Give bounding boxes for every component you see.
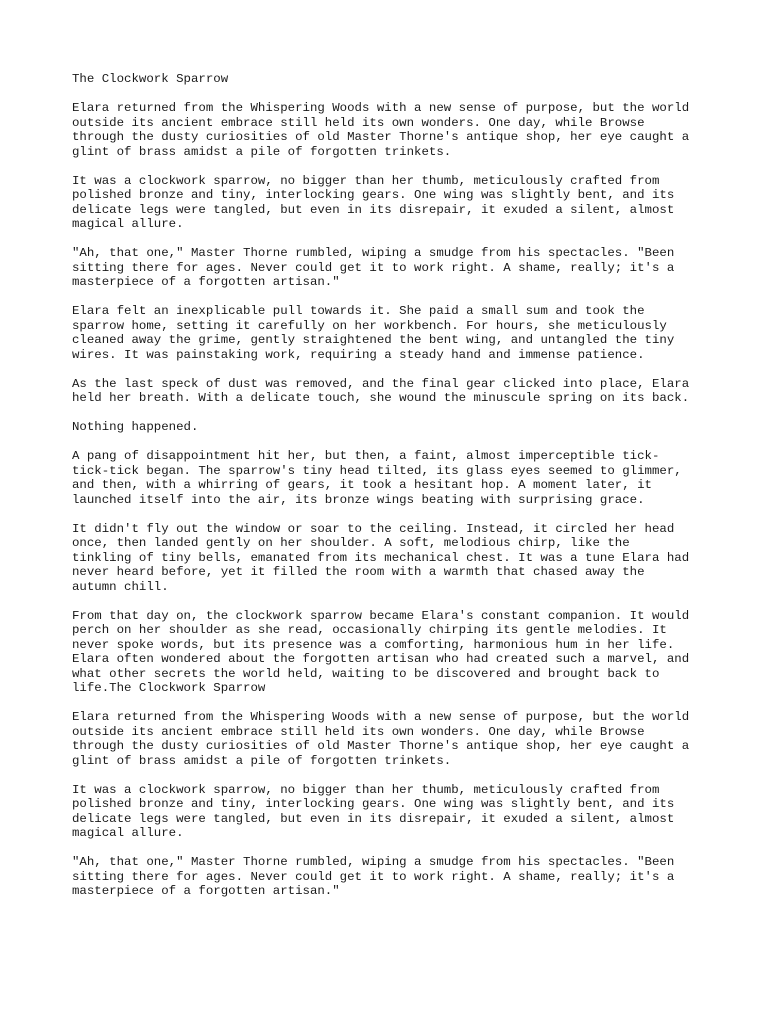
paragraph: From that day on, the clockwork sparrow became Elara's constant companion. It would perch on her shoulder as she read, occasionally chirping its gentle melodies. It never spoke words, but its presence was a comforting, harmonious hum in her life. Elara often wondered about the forgotten artisan who had created such a marvel, and what other secrets the world held, waiting to be discovered and brought back to life.The Clockwork Sparrow: [72, 608, 690, 695]
paragraph: Elara returned from the Whispering Woods with a new sense of purpose, but the world outside its ancient embrace still held its own wonders. One day, while Browse through the dusty curiosities of old Master Thorne's antique shop, her eye caught a glint of brass amidst a pile of forgotten trinkets.: [72, 710, 690, 768]
paragraph: It was a clockwork sparrow, no bigger than her thumb, meticulously crafted from polished bronze and tiny, interlocking gears. One wing was slightly bent, and its delicate legs were tangled, but even in its disrepair, it exuded a silent, almost magical allure.: [72, 173, 675, 231]
paragraph: As the last speck of dust was removed, and the final gear clicked into place, Elara held her breath. With a delicate touch, she wound the minuscule spring on its back.: [72, 376, 690, 405]
paragraph: A pang of disappointment hit her, but then, a faint, almost imperceptible tick- tick-tick began. The sparrow's tiny head tilted, its glass eyes seemed to glimmer, and then, with a whirring of gears, it took a hesitant hop. A moment later, it launched itself into the air, its bronze wings beating with surprising grace.: [72, 449, 682, 507]
paragraph: Elara felt an inexplicable pull towards it. She paid a small sum and took the sparrow home, setting it carefully on her workbench. For hours, she meticulously cleaned away the grime, gently straightened the bent wing, and untangled the tiny wires. It was painstaking work, requiring a steady hand and immense patience.: [72, 304, 675, 362]
paragraph: Elara returned from the Whispering Woods with a new sense of purpose, but the world outside its ancient embrace still held its own wonders. One day, while Browse through the dusty curiosities of old Master Thorne's antique shop, her eye caught a glint of brass amidst a pile of forgotten trinkets.: [72, 101, 690, 159]
paragraph: Nothing happened.: [72, 420, 199, 434]
paragraph: "Ah, that one," Master Thorne rumbled, wiping a smudge from his spectacles. "Been sitting there for ages. Never could get it to work right. A shame, really; it's a masterpiece of a forgotten artisan.": [72, 246, 675, 289]
document-page: [72, 72, 702, 913]
paragraph: "Ah, that one," Master Thorne rumbled, wiping a smudge from his spectacles. "Been sitting there for ages. Never could get it to work right. A shame, really; it's a masterpiece of a forgotten artisan.": [72, 855, 675, 898]
paragraph: It was a clockwork sparrow, no bigger than her thumb, meticulously crafted from polished bronze and tiny, interlocking gears. One wing was slightly bent, and its delicate legs were tangled, but even in its disrepair, it exuded a silent, almost magical allure.: [72, 782, 675, 840]
paragraph: It didn't fly out the window or soar to the ceiling. Instead, it circled her head once, then landed gently on her shoulder. A soft, melodious chirp, like the tinkling of tiny bells, emanated from its mechanical chest. It was a tune Elara had never heard before, yet it filled the room with a warmth that chased away the autumn chill.: [72, 521, 690, 594]
paragraph-title: The Clockwork Sparrow: [72, 72, 229, 86]
